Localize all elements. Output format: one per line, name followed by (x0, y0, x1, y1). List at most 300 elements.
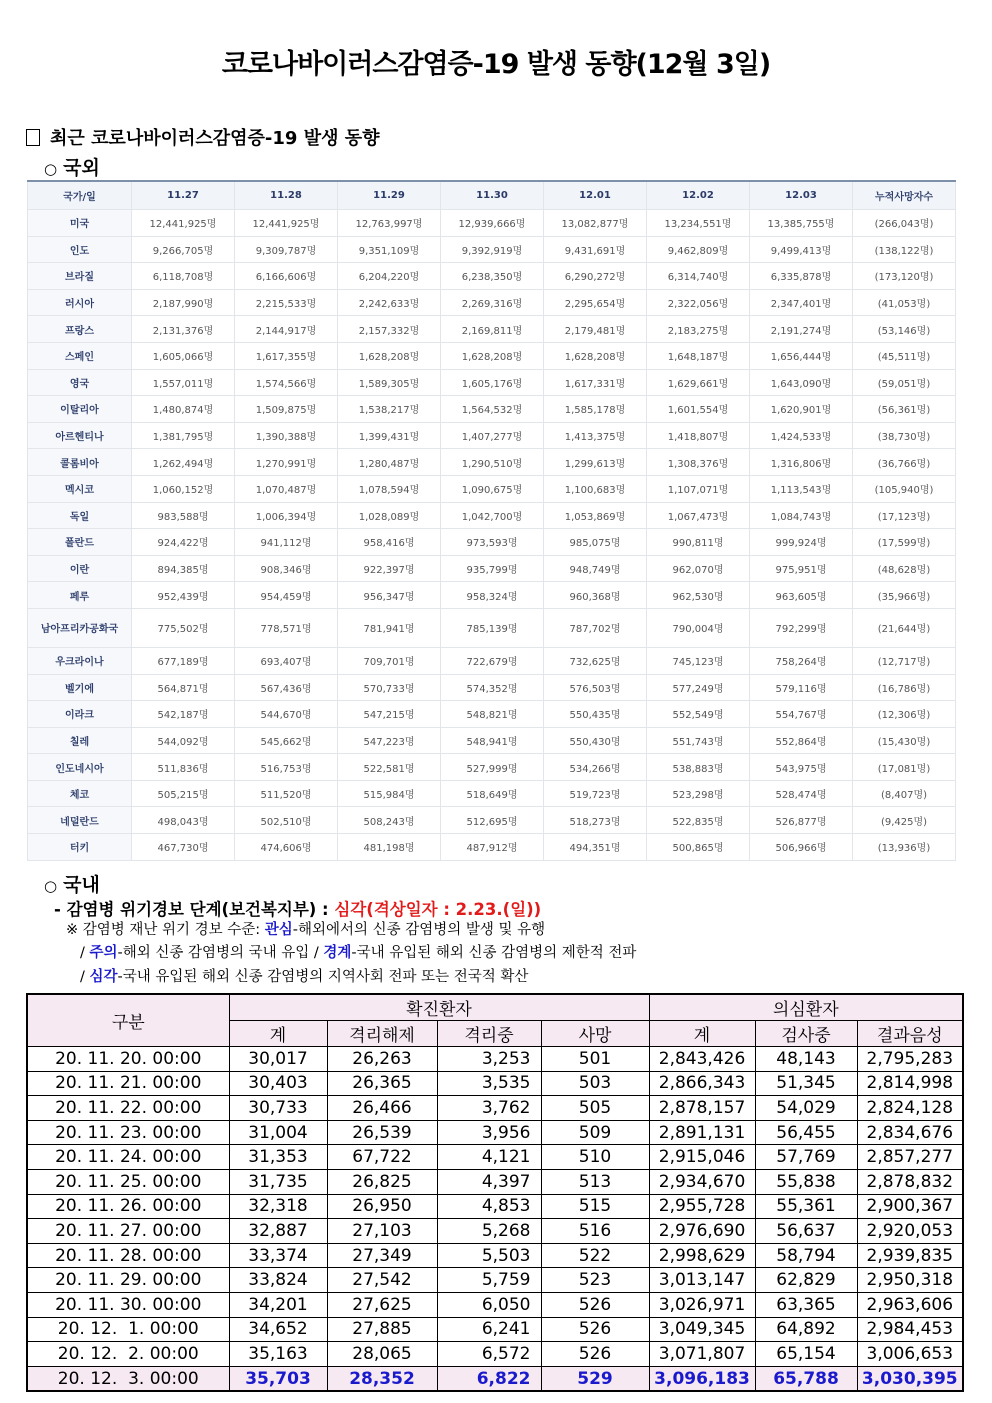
case-count: 518,273명 (544, 807, 647, 834)
table-row (28, 369, 956, 396)
case-count: 552,549명 (647, 701, 750, 728)
table-header-row (28, 181, 956, 210)
country-name: 브라질 (28, 263, 132, 290)
case-count: 1,262,494명 (132, 449, 235, 476)
case-count: 1,070,487명 (235, 475, 338, 502)
case-count: 506,966명 (750, 834, 853, 861)
case-count: 487,912명 (441, 834, 544, 861)
note-desc-interest: -해외에서의 신종 감염병의 발생 및 유행 (292, 922, 546, 938)
case-count: 952,439명 (132, 582, 235, 609)
note-term-serious: 심각 (89, 969, 118, 985)
value-cell: 32,318 (229, 1194, 327, 1219)
case-count: 1,067,473명 (647, 502, 750, 529)
value-cell: 516 (541, 1219, 649, 1244)
case-count: 2,179,481명 (544, 316, 647, 343)
column-header: 국가/일 (28, 181, 132, 210)
cumulative-deaths: (45,511명) (853, 342, 956, 369)
value-cell: 4,397 (437, 1169, 541, 1194)
case-count: 9,499,413명 (750, 236, 853, 263)
date-cell: 20. 11. 26. 00:00 (27, 1194, 229, 1219)
cumulative-deaths: (59,051명) (853, 369, 956, 396)
case-count: 1,509,875명 (235, 396, 338, 423)
header-confirmed: 확진환자 (229, 994, 649, 1021)
case-count: 1,280,487명 (338, 449, 441, 476)
case-count: 975,951명 (750, 555, 853, 582)
value-cell: 513 (541, 1169, 649, 1194)
case-count: 6,335,878명 (750, 263, 853, 290)
case-count: 579,116명 (750, 674, 853, 701)
case-count: 13,082,877명 (544, 210, 647, 237)
note-term-alert: 경계 (323, 945, 352, 961)
case-count: 515,984명 (338, 780, 441, 807)
value-cell: 2,814,998 (857, 1071, 963, 1096)
alert-note-line-2 (80, 941, 636, 962)
header-suspected: 의심환자 (649, 994, 963, 1021)
table-row (27, 1047, 963, 1072)
value-cell: 2,963,606 (857, 1292, 963, 1317)
case-count: 1,006,394명 (235, 502, 338, 529)
case-count: 1,480,874명 (132, 396, 235, 423)
case-count: 781,941명 (338, 608, 441, 647)
cumulative-deaths: (173,120명) (853, 263, 956, 290)
value-cell: 31,735 (229, 1169, 327, 1194)
case-count: 13,234,551명 (647, 210, 750, 237)
case-count: 958,324명 (441, 582, 544, 609)
case-count: 552,864명 (750, 727, 853, 754)
case-count: 1,424,533명 (750, 422, 853, 449)
column-header: 결과음성 (857, 1021, 963, 1047)
case-count: 1,617,331명 (544, 369, 647, 396)
case-count: 519,723명 (544, 780, 647, 807)
case-count: 1,299,613명 (544, 449, 647, 476)
column-header: 12.02 (647, 181, 750, 210)
country-name: 아르헨티나 (28, 422, 132, 449)
case-count: 960,368명 (544, 582, 647, 609)
cumulative-deaths: (35,966명) (853, 582, 956, 609)
case-count: 13,385,755명 (750, 210, 853, 237)
case-count: 1,617,355명 (235, 342, 338, 369)
value-cell: 55,361 (755, 1194, 857, 1219)
date-cell: 20. 11. 20. 00:00 (27, 1047, 229, 1072)
case-count: 544,670명 (235, 701, 338, 728)
table-header-group-row (27, 994, 963, 1021)
international-table-body (28, 210, 956, 861)
note-desc-caution: -해외 신종 감염병의 국내 유입 / (117, 945, 324, 961)
table-row (27, 1342, 963, 1367)
country-name: 체코 (28, 780, 132, 807)
value-cell: 30,733 (229, 1096, 327, 1121)
case-count: 548,941명 (441, 727, 544, 754)
date-cell: 20. 12. 2. 00:00 (27, 1342, 229, 1367)
case-count: 1,316,806명 (750, 449, 853, 476)
country-name: 이라크 (28, 701, 132, 728)
case-count: 941,112명 (235, 529, 338, 556)
country-name: 독일 (28, 502, 132, 529)
value-cell: 26,466 (327, 1096, 437, 1121)
case-count: 962,070명 (647, 555, 750, 582)
value-cell: 2,857,277 (857, 1145, 963, 1170)
case-count: 2,215,533명 (235, 289, 338, 316)
case-count: 576,503명 (544, 674, 647, 701)
case-count: 963,605명 (750, 582, 853, 609)
value-cell: 503 (541, 1071, 649, 1096)
case-count: 787,702명 (544, 608, 647, 647)
case-count: 522,581명 (338, 754, 441, 781)
case-count: 1,585,178명 (544, 396, 647, 423)
table-row (28, 263, 956, 290)
column-header: 격리해제 (327, 1021, 437, 1047)
value-cell: 2,824,128 (857, 1096, 963, 1121)
case-count: 948,749명 (544, 555, 647, 582)
case-count: 2,183,275명 (647, 316, 750, 343)
value-cell: 27,349 (327, 1243, 437, 1268)
country-name: 페루 (28, 582, 132, 609)
table-row (28, 727, 956, 754)
value-cell: 3,096,183 (649, 1366, 755, 1391)
case-count: 542,187명 (132, 701, 235, 728)
case-count: 12,939,666명 (441, 210, 544, 237)
value-cell: 62,829 (755, 1268, 857, 1293)
case-count: 2,157,332명 (338, 316, 441, 343)
cumulative-deaths: (12,717명) (853, 647, 956, 674)
value-cell: 3,026,971 (649, 1292, 755, 1317)
case-count: 1,601,554명 (647, 396, 750, 423)
date-cell: 20. 11. 23. 00:00 (27, 1120, 229, 1145)
cumulative-deaths: (16,786명) (853, 674, 956, 701)
case-count: 1,413,375명 (544, 422, 647, 449)
note-desc-serious: -국내 유입된 해외 신종 감염병의 지역사회 전파 또는 전국적 확산 (117, 969, 529, 985)
case-count: 677,189명 (132, 647, 235, 674)
case-count: 1,060,152명 (132, 475, 235, 502)
country-name: 영국 (28, 369, 132, 396)
case-count: 12,441,925명 (235, 210, 338, 237)
value-cell: 2,920,053 (857, 1219, 963, 1244)
country-name: 남아프리카공화국 (28, 608, 132, 647)
table-row (28, 342, 956, 369)
date-cell: 20. 11. 24. 00:00 (27, 1145, 229, 1170)
cumulative-deaths: (38,730명) (853, 422, 956, 449)
alert-note-line-3 (80, 965, 528, 986)
international-heading-label: 국외 (63, 157, 100, 179)
value-cell: 6,241 (437, 1317, 541, 1342)
case-count: 758,264명 (750, 647, 853, 674)
value-cell: 3,049,345 (649, 1317, 755, 1342)
value-cell: 26,539 (327, 1120, 437, 1145)
case-count: 1,053,869명 (544, 502, 647, 529)
value-cell: 3,013,147 (649, 1268, 755, 1293)
table-row (27, 1366, 963, 1391)
column-header: 11.28 (235, 181, 338, 210)
table-row (28, 449, 956, 476)
table-row (28, 396, 956, 423)
case-count: 548,821명 (441, 701, 544, 728)
checkbox-square-icon (26, 129, 40, 146)
country-name: 스페인 (28, 342, 132, 369)
case-count: 693,407명 (235, 647, 338, 674)
value-cell: 48,143 (755, 1047, 857, 1072)
circle-bullet-icon: ○ (44, 877, 58, 895)
country-name: 멕시코 (28, 475, 132, 502)
cumulative-deaths: (41,053명) (853, 289, 956, 316)
value-cell: 3,030,395 (857, 1366, 963, 1391)
case-count: 792,299명 (750, 608, 853, 647)
case-count: 526,877명 (750, 807, 853, 834)
value-cell: 64,892 (755, 1317, 857, 1342)
value-cell: 27,542 (327, 1268, 437, 1293)
case-count: 894,385명 (132, 555, 235, 582)
cumulative-deaths: (9,425명) (853, 807, 956, 834)
value-cell: 515 (541, 1194, 649, 1219)
case-count: 1,308,376명 (647, 449, 750, 476)
country-name: 네덜란드 (28, 807, 132, 834)
value-cell: 4,121 (437, 1145, 541, 1170)
note-separator: / (80, 969, 90, 985)
value-cell: 56,455 (755, 1120, 857, 1145)
country-name: 인도네시아 (28, 754, 132, 781)
case-count: 547,215명 (338, 701, 441, 728)
table-row (28, 316, 956, 343)
value-cell: 56,637 (755, 1219, 857, 1244)
case-count: 528,474명 (750, 780, 853, 807)
value-cell: 57,769 (755, 1145, 857, 1170)
domestic-heading-label: 국내 (63, 874, 100, 896)
case-count: 1,656,444명 (750, 342, 853, 369)
value-cell: 505 (541, 1096, 649, 1121)
value-cell: 51,345 (755, 1071, 857, 1096)
case-count: 567,436명 (235, 674, 338, 701)
cumulative-deaths: (17,123명) (853, 502, 956, 529)
value-cell: 526 (541, 1342, 649, 1367)
alert-level-value: 심각(격상일자 : 2.23.(일)) (334, 900, 542, 919)
case-count: 1,090,675명 (441, 475, 544, 502)
case-count: 1,028,089명 (338, 502, 441, 529)
domestic-table-body (27, 1047, 963, 1392)
value-cell: 6,822 (437, 1366, 541, 1391)
country-name: 터키 (28, 834, 132, 861)
alert-prefix: - 감염병 위기경보 단계(보건복지부) : (54, 900, 335, 919)
value-cell: 26,950 (327, 1194, 437, 1219)
note-desc-alert: -국내 유입된 해외 신종 감염병의 제한적 전파 (351, 945, 637, 961)
value-cell: 27,625 (327, 1292, 437, 1317)
table-row (27, 1169, 963, 1194)
case-count: 1,538,217명 (338, 396, 441, 423)
value-cell: 5,268 (437, 1219, 541, 1244)
case-count: 1,629,661명 (647, 369, 750, 396)
case-count: 1,574,566명 (235, 369, 338, 396)
section-heading-label: 최근 코로나바이러스감염증-19 발생 동향 (50, 128, 380, 149)
cumulative-deaths: (48,628명) (853, 555, 956, 582)
cumulative-deaths: (53,146명) (853, 316, 956, 343)
date-cell: 20. 11. 30. 00:00 (27, 1292, 229, 1317)
case-count: 778,571명 (235, 608, 338, 647)
case-count: 790,004명 (647, 608, 750, 647)
cumulative-deaths: (36,766명) (853, 449, 956, 476)
case-count: 775,502명 (132, 608, 235, 647)
case-count: 574,352명 (441, 674, 544, 701)
case-count: 577,249명 (647, 674, 750, 701)
case-count: 511,520명 (235, 780, 338, 807)
international-cases-table (27, 180, 956, 861)
case-count: 12,441,925명 (132, 210, 235, 237)
case-count: 498,043명 (132, 807, 235, 834)
table-row (28, 674, 956, 701)
value-cell: 522 (541, 1243, 649, 1268)
value-cell: 63,365 (755, 1292, 857, 1317)
case-count: 1,113,543명 (750, 475, 853, 502)
value-cell: 58,794 (755, 1243, 857, 1268)
case-count: 1,648,187명 (647, 342, 750, 369)
case-count: 9,309,787명 (235, 236, 338, 263)
date-cell: 20. 11. 27. 00:00 (27, 1219, 229, 1244)
case-count: 1,418,807명 (647, 422, 750, 449)
column-header: 계 (229, 1021, 327, 1047)
table-row (27, 1243, 963, 1268)
value-cell: 2,900,367 (857, 1194, 963, 1219)
value-cell: 28,352 (327, 1366, 437, 1391)
value-cell: 54,029 (755, 1096, 857, 1121)
case-count: 1,564,532명 (441, 396, 544, 423)
case-count: 523,298명 (647, 780, 750, 807)
case-count: 956,347명 (338, 582, 441, 609)
value-cell: 2,878,157 (649, 1096, 755, 1121)
case-count: 962,530명 (647, 582, 750, 609)
table-row (27, 1071, 963, 1096)
table-row (28, 754, 956, 781)
country-name: 프랑스 (28, 316, 132, 343)
value-cell: 30,017 (229, 1047, 327, 1072)
case-count: 494,351명 (544, 834, 647, 861)
value-cell: 2,915,046 (649, 1145, 755, 1170)
case-count: 922,397명 (338, 555, 441, 582)
country-name: 벨기에 (28, 674, 132, 701)
value-cell: 2,843,426 (649, 1047, 755, 1072)
case-count: 709,701명 (338, 647, 441, 674)
country-name: 이탈리아 (28, 396, 132, 423)
case-count: 543,975명 (750, 754, 853, 781)
value-cell: 30,403 (229, 1071, 327, 1096)
case-count: 545,662명 (235, 727, 338, 754)
column-header: 계 (649, 1021, 755, 1047)
case-count: 954,459명 (235, 582, 338, 609)
case-count: 973,593명 (441, 529, 544, 556)
value-cell: 26,263 (327, 1047, 437, 1072)
case-count: 958,416명 (338, 529, 441, 556)
country-name: 폴란드 (28, 529, 132, 556)
note-term-interest: 관심 (264, 922, 293, 938)
value-cell: 3,762 (437, 1096, 541, 1121)
date-cell: 20. 12. 1. 00:00 (27, 1317, 229, 1342)
table-row (28, 701, 956, 728)
case-count: 500,865명 (647, 834, 750, 861)
case-count: 9,266,705명 (132, 236, 235, 263)
column-header: 사망 (541, 1021, 649, 1047)
case-count: 512,695명 (441, 807, 544, 834)
value-cell: 3,006,653 (857, 1342, 963, 1367)
country-name: 칠레 (28, 727, 132, 754)
case-count: 1,628,208명 (441, 342, 544, 369)
value-cell: 4,853 (437, 1194, 541, 1219)
value-cell: 6,050 (437, 1292, 541, 1317)
case-count: 6,118,708명 (132, 263, 235, 290)
cumulative-deaths: (17,599명) (853, 529, 956, 556)
value-cell: 6,572 (437, 1342, 541, 1367)
case-count: 1,605,176명 (441, 369, 544, 396)
cumulative-deaths: (13,936명) (853, 834, 956, 861)
column-header: 11.27 (132, 181, 235, 210)
value-cell: 501 (541, 1047, 649, 1072)
case-count: 6,238,350명 (441, 263, 544, 290)
case-count: 908,346명 (235, 555, 338, 582)
value-cell: 67,722 (327, 1145, 437, 1170)
case-count: 534,266명 (544, 754, 647, 781)
case-count: 732,625명 (544, 647, 647, 674)
note-separator: / (80, 945, 90, 961)
section-heading (26, 124, 380, 150)
case-count: 505,215명 (132, 780, 235, 807)
case-count: 1,100,683명 (544, 475, 647, 502)
value-cell: 5,503 (437, 1243, 541, 1268)
case-count: 1,290,510명 (441, 449, 544, 476)
value-cell: 526 (541, 1292, 649, 1317)
case-count: 508,243명 (338, 807, 441, 834)
case-count: 1,084,743명 (750, 502, 853, 529)
table-row (27, 1096, 963, 1121)
case-count: 722,679명 (441, 647, 544, 674)
case-count: 564,871명 (132, 674, 235, 701)
case-count: 745,123명 (647, 647, 750, 674)
value-cell: 510 (541, 1145, 649, 1170)
case-count: 1,078,594명 (338, 475, 441, 502)
case-count: 2,169,811명 (441, 316, 544, 343)
value-cell: 55,838 (755, 1169, 857, 1194)
case-count: 527,999명 (441, 754, 544, 781)
note-term-caution: 주의 (89, 945, 118, 961)
domestic-cases-table (26, 993, 964, 1392)
case-count: 467,730명 (132, 834, 235, 861)
alert-note-line-1 (66, 918, 545, 939)
page-title: 코로나바이러스감염증-19 발생 동향(12월 3일) (221, 49, 771, 80)
case-count: 1,605,066명 (132, 342, 235, 369)
value-cell: 526 (541, 1317, 649, 1342)
value-cell: 27,885 (327, 1317, 437, 1342)
case-count: 1,620,901명 (750, 396, 853, 423)
case-count: 983,588명 (132, 502, 235, 529)
case-count: 1,399,431명 (338, 422, 441, 449)
date-cell: 20. 11. 21. 00:00 (27, 1071, 229, 1096)
value-cell: 2,984,453 (857, 1317, 963, 1342)
value-cell: 2,976,690 (649, 1219, 755, 1244)
table-row (27, 1317, 963, 1342)
table-row (28, 210, 956, 237)
case-count: 1,390,388명 (235, 422, 338, 449)
cumulative-deaths: (56,361명) (853, 396, 956, 423)
value-cell: 2,891,131 (649, 1120, 755, 1145)
value-cell: 35,163 (229, 1342, 327, 1367)
value-cell: 509 (541, 1120, 649, 1145)
value-cell: 5,759 (437, 1268, 541, 1293)
note-prefix: ※ 감염병 재난 위기 경보 수준: (66, 922, 265, 938)
case-count: 935,799명 (441, 555, 544, 582)
cumulative-deaths: (266,043명) (853, 210, 956, 237)
case-count: 502,510명 (235, 807, 338, 834)
case-count: 1,381,795명 (132, 422, 235, 449)
circle-bullet-icon: ○ (44, 160, 58, 178)
table-row (27, 1219, 963, 1244)
case-count: 785,139명 (441, 608, 544, 647)
value-cell: 2,950,318 (857, 1268, 963, 1293)
country-name: 콜롬비아 (28, 449, 132, 476)
case-count: 6,314,740명 (647, 263, 750, 290)
